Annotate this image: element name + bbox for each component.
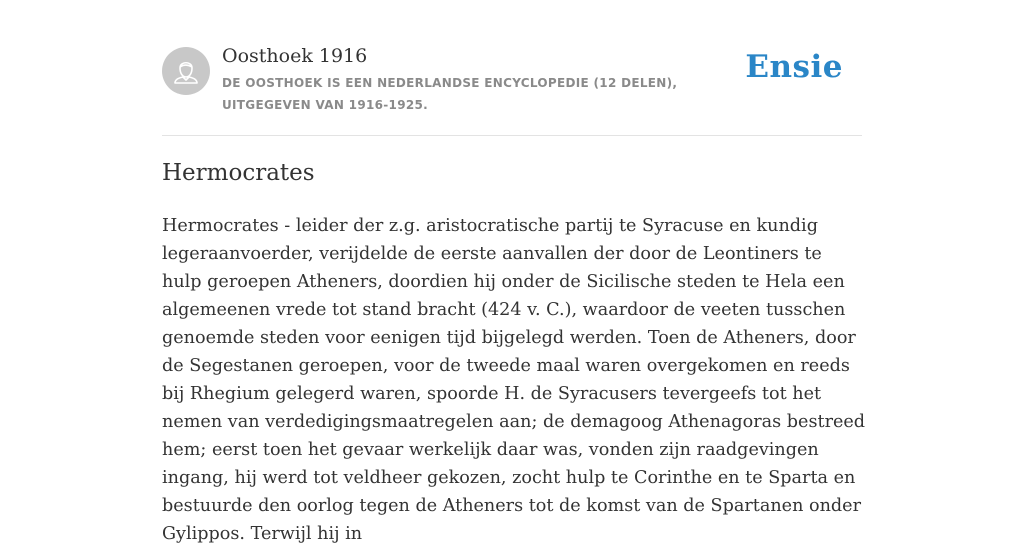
user-icon[interactable] (162, 47, 210, 95)
source-name[interactable]: Oosthoek 1916 (222, 45, 368, 67)
article-body: Hermocrates - leider der z.g. aristocratische partij te Syracuse en kundig legeraanvoerder, verijdelde de eerste aanvallen der door de Leontiners te hulp geroepen Atheners, doordien hij onder de Sicilische steden te Hela een algemeenen vrede tot stand bracht (424 v. C.), waardoor de veeten tusschen genoemde steden voor eenigen tijd bijgelegd werden. Toen de Atheners, door de Segestanen geroepen, voor de tweede maal waren overgekomen en reeds bij Rhegium gelegerd waren, spoorde H. de Syracusers tevergeefs tot het nemen van verdedigingsmaatregelen aan; de demagoog Athenagoras bestreed hem; eerst toen het gevaar werkelijk daar was, vonden zijn raadgevingen ingang, hij werd tot veldheer gekozen, zocht hulp te Corinthe en te Sparta en bestuurde den oorlog tegen de Atheners tot de komst van de Spartanen onder Gylippos. Terwijl hij in (162, 216, 866, 544)
article-title: Hermocrates (162, 160, 315, 186)
source-header (162, 45, 862, 136)
ensie-logo[interactable]: Ensie (745, 49, 843, 85)
source-description: DE OOSTHOEK IS EEN NEDERLANDSE ENCYCLOPEDIE (12 DELEN), UITGEGEVEN VAN 1916-1925. (222, 76, 678, 112)
